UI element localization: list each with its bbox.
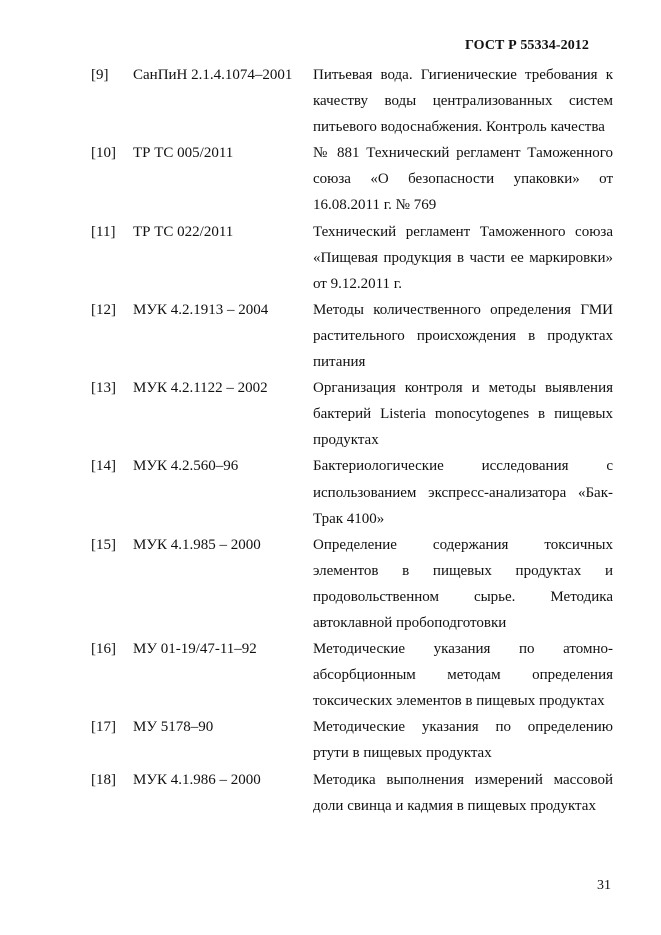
reference-number: [11] [91,223,116,240]
reference-number: [13] [91,380,116,397]
reference-number: [18] [91,771,116,788]
reference-title: Методические указания по атомно-абсорбционным методам определения токсических элементов в пищевых продуктах [313,641,613,710]
reference-number: [9] [91,67,109,83]
reference-code: МУК 4.2.1122 – 2002 [133,380,268,397]
reference-number: [10] [91,145,116,162]
reference-entry [91,453,613,531]
reference-code: МУК 4.2.560–96 [133,458,239,475]
reference-entry [91,636,613,714]
reference-entry [91,375,613,453]
reference-code: МУК 4.1.986 – 2000 [133,771,261,788]
reference-title: Методика выполнения измерений массовой доли свинца и кадмия в пищевых продуктах [313,771,613,814]
reference-entry [91,767,613,819]
reference-number: [14] [91,458,116,475]
reference-title: Организация контроля и методы выявления бактерий Listeria monocytogenes в пищевых продуктах [313,380,613,449]
reference-code: ТР ТС 022/2011 [133,223,234,240]
reference-code: МУК 4.2.1913 – 2004 [133,301,269,318]
reference-title: Бактериологические исследования с использованием экспресс-анализатора «Бак-Трак 4100» [313,458,613,527]
reference-title: Методы количественного определения ГМИ растительного происхождения в продуктах питания [313,301,613,371]
reference-code: СанПиН 2.1.4.1074–2001 [133,67,293,83]
reference-number: [12] [91,301,116,318]
reference-entry [91,140,613,218]
reference-entry [91,297,613,375]
document-code-header: ГОСТ Р 55334-2012 [465,38,589,53]
reference-entry [91,532,613,636]
reference-number: [15] [91,536,116,553]
references-list [91,62,613,819]
reference-entry [91,62,613,140]
reference-entry [91,219,613,297]
reference-code: МУК 4.1.985 – 2000 [133,536,261,553]
page-number: 31 [597,878,611,893]
reference-title: Питьевая вода. Гигиенические требования к качеству воды централизованных систем питьевого водоснабжения. Контроль качества [313,67,613,136]
reference-number: [16] [91,641,116,658]
reference-code: МУ 5178–90 [133,719,214,736]
reference-title: Методические указания по определению ртути в пищевых продуктах [313,719,613,762]
reference-title: Определение содержания токсичных элементов в пищевых продуктах и продовольственном сырье. Методика автоклавной пробоподготовки [313,536,613,631]
reference-title: № 881 Технический регламент Таможенного союза «О безопасности упаковки» от 16.08.2011 г. № 769 [313,145,613,214]
reference-code: МУ 01-19/47-11–92 [133,641,257,658]
reference-code: ТР ТС 005/2011 [133,145,234,162]
reference-title: Технический регламент Таможенного союза «Пищевая продукция в части ее маркировки» от 9.12.2011 г. [313,223,613,292]
reference-number: [17] [91,719,116,736]
reference-entry [91,714,613,766]
